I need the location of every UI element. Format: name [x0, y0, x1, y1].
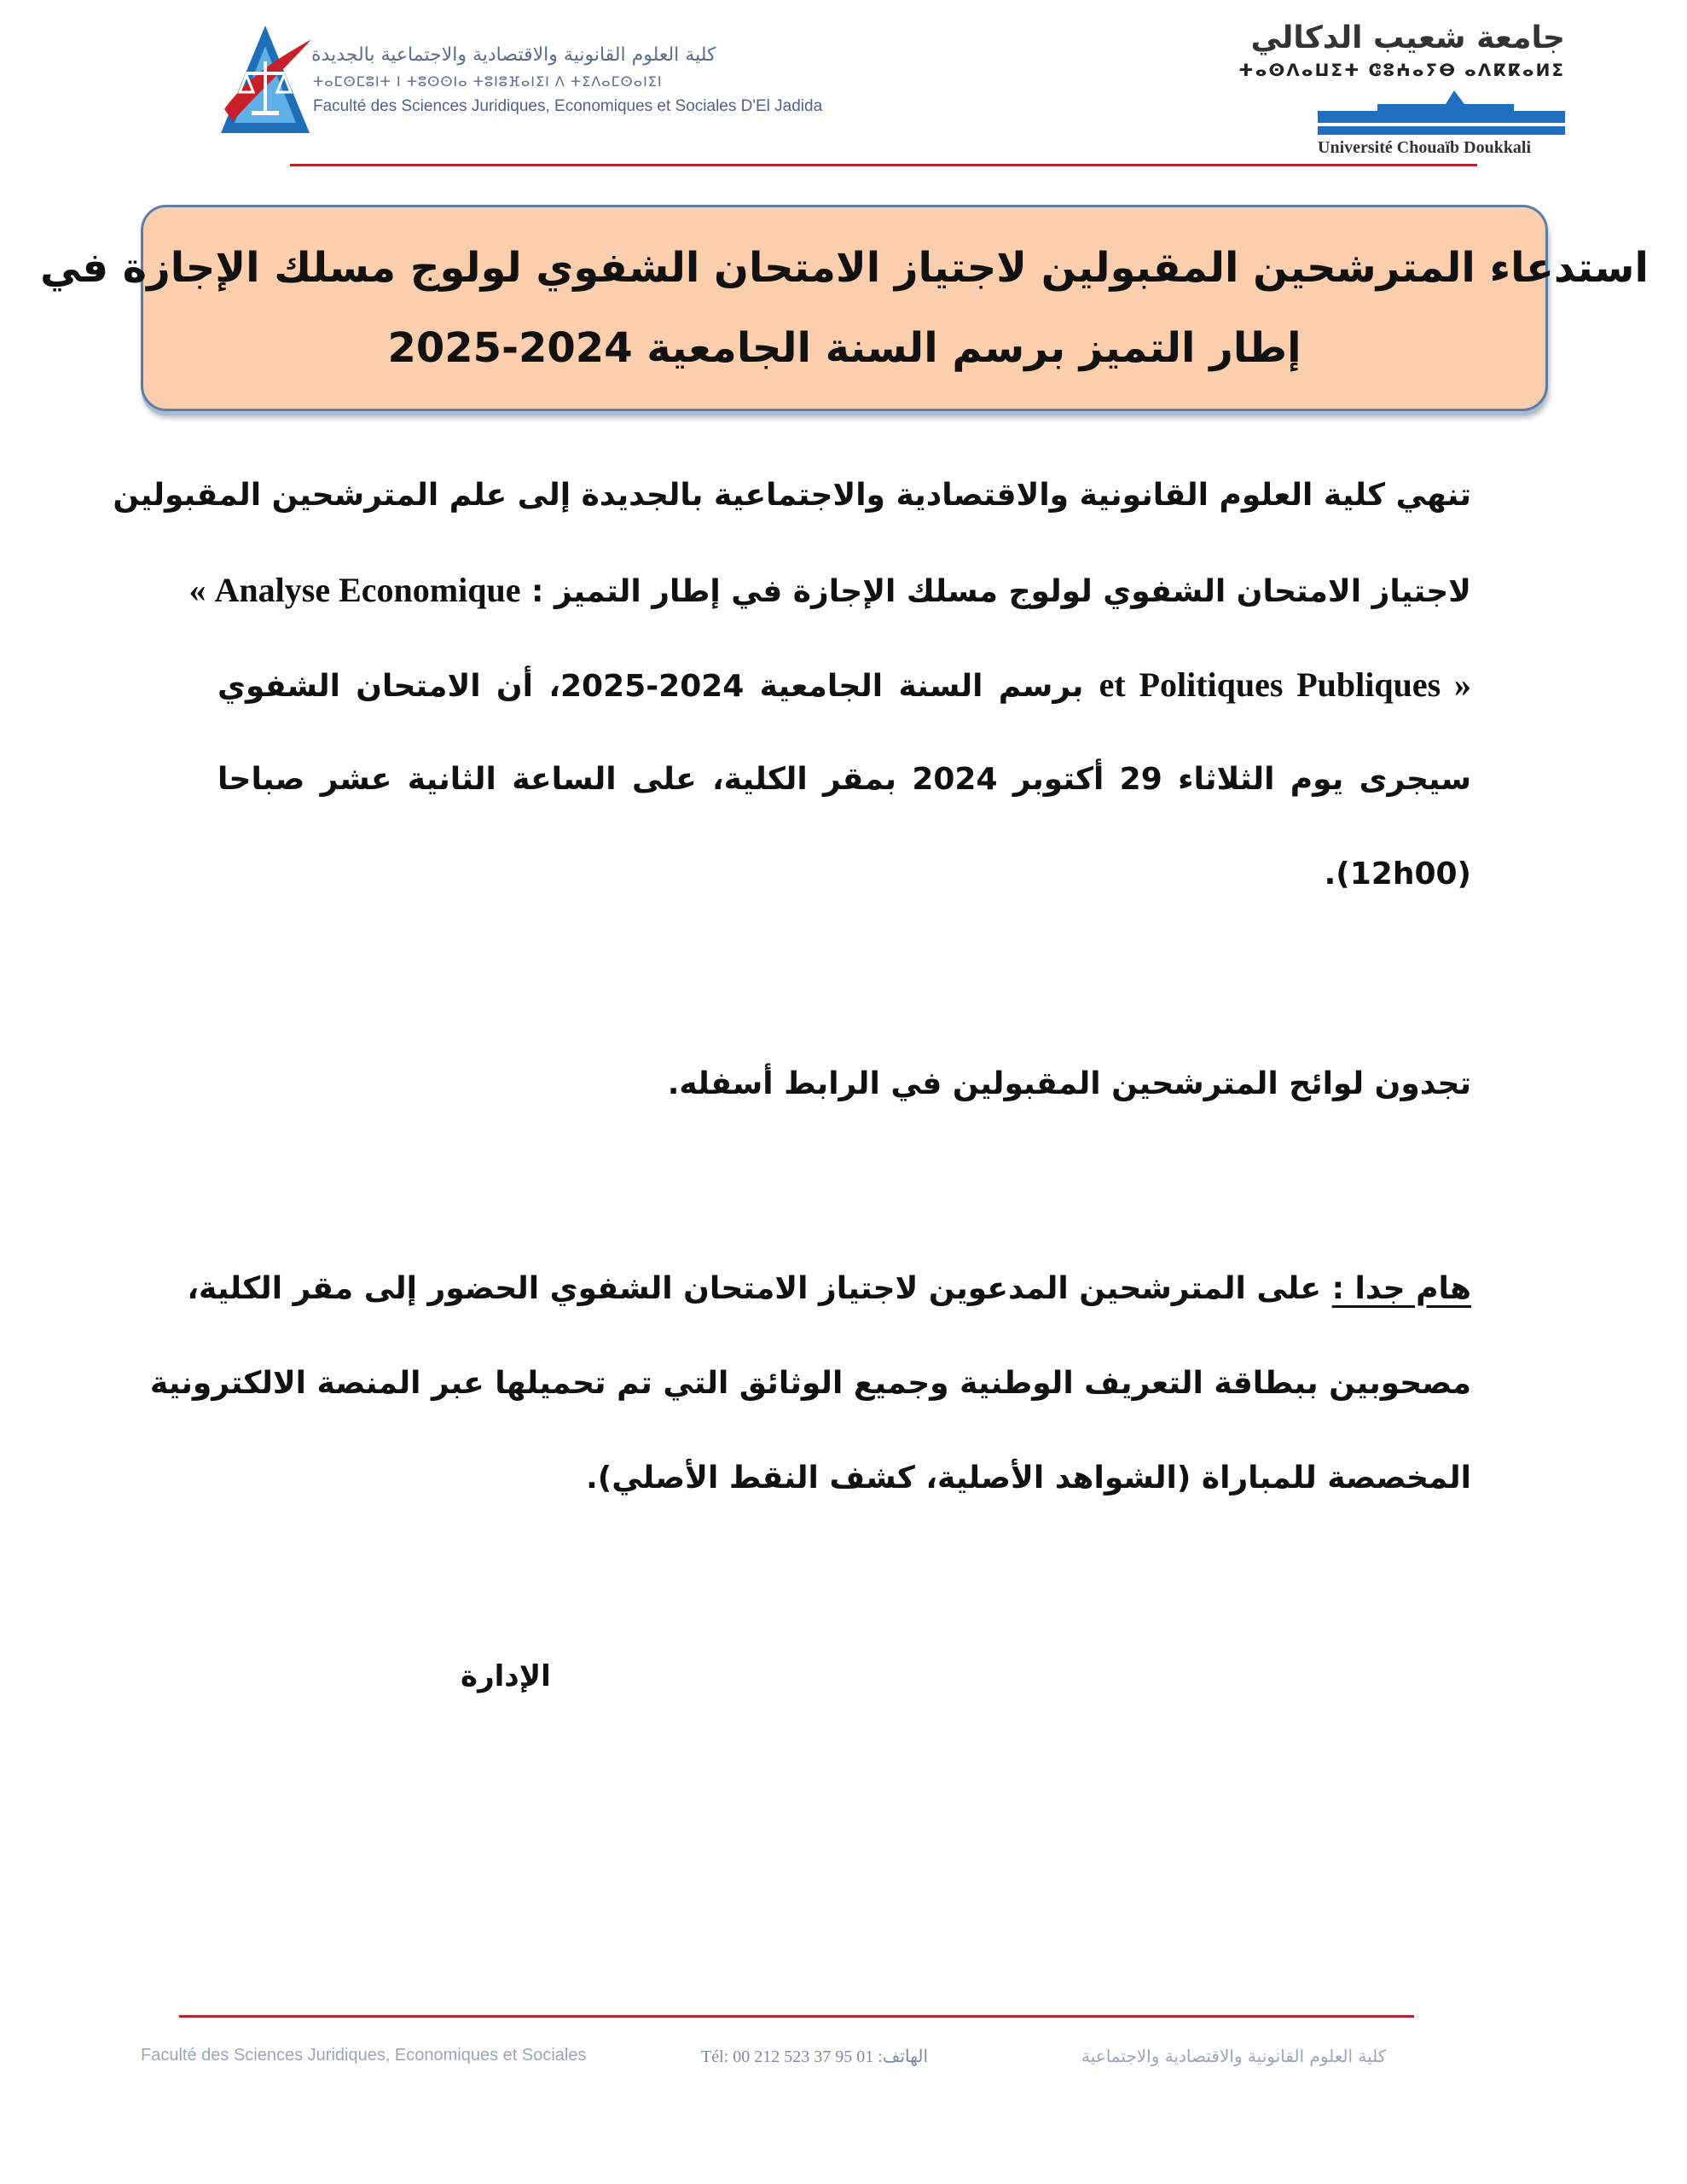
footer-faculty-name-arabic: كلية العلوم القانونية والاقتصادية والاجتماعية — [1081, 2046, 1387, 2066]
important-notice-paragraph — [149, 1241, 1471, 1525]
paragraph-line — [217, 637, 1471, 732]
faculty-emblem-icon — [217, 20, 313, 138]
lists-notice-paragraph — [217, 1037, 1471, 1131]
paragraph-line: مصحوبين ببطاقة التعريف الوطنية وجميع الوثائق التي تم تحميلها عبر المنصة الالكترونية — [149, 1366, 1471, 1401]
announcement-paragraph — [113, 448, 1471, 921]
title-box — [40, 205, 1649, 411]
signature-administration: الإدارة — [461, 1659, 551, 1693]
footer-faculty-name: Faculté des Sciences Juridiques, Economiques et Sociales — [141, 2046, 587, 2065]
paragraph-line: تنهي كلية العلوم القانونية والاقتصادية والاجتماعية بالجديدة إلى علم المترشحين المقبولين — [113, 478, 1471, 513]
footer-phone: Tél: 00 212 523 37 95 01 :الهاتف — [701, 2048, 928, 2066]
paragraph-text: برسم السنة الجامعية 2024-2025، أن الامتحان الشفوي — [217, 669, 1084, 704]
title-line-1: استدعاء المترشحين المقبولين لاجتياز الامتحان الشفوي لولوج مسلك الإجازة في — [40, 244, 1649, 292]
important-label: هام جدا : — [1331, 1271, 1471, 1306]
title-line-2: إطار التميز برسم السنة الجامعية 2024-2025 — [387, 324, 1301, 372]
footer-divider — [179, 2015, 1414, 2018]
paragraph-line — [188, 543, 1471, 637]
university-building-icon — [1318, 85, 1565, 136]
faculty-name-french: Faculté des Sciences Juridiques, Economiques et Sociales D'El Jadida — [313, 97, 823, 115]
paragraph-line: المخصصة للمباراة (الشواهد الأصلية، كشف النقط الأصلي). — [586, 1461, 1471, 1496]
paragraph-line: تجدون لوائح المترشحين المقبولين في الرابط أسفله. — [667, 1066, 1471, 1101]
university-logo — [1238, 19, 1565, 157]
paragraph-line: (12h00). — [1324, 857, 1471, 892]
paragraph-text: لاجتياز الامتحان الشفوي لولوج مسلك الإجازة في إطار التميز : — [531, 574, 1471, 609]
paragraph-line — [187, 1241, 1471, 1336]
faculty-name-arabic: كلية العلوم القانونية والاقتصادية والاجتماعية بالجديدة — [311, 44, 716, 66]
paragraph-text: على المترشحين المدعوين لاجتياز الامتحان الشفوي الحضور إلى مقر الكلية، — [187, 1271, 1322, 1306]
university-name-tifinagh: ⵜⴰⵙⴷⴰⵡⵉⵜ ⵛⵓⵄⴰⵢⴱ ⴰⴷⴽⴽⴰⵍⵉ — [1238, 60, 1565, 80]
program-name-part-2: « et Politiques Publiques — [1099, 665, 1471, 704]
header-divider — [290, 164, 1477, 166]
university-name-french: Université Chouaïb Doukkali — [1318, 138, 1532, 157]
paragraph-line: سيجرى يوم الثلاثاء 29 أكتوبر 2024 بمقر الكلية، على الساعة الثانية عشر صباحا — [217, 762, 1471, 797]
university-name-arabic: جامعة شعيب الدكالي — [1250, 20, 1565, 55]
faculty-logo — [217, 20, 823, 140]
faculty-name-tifinagh: ⵜⴰⵎⵙⵎⵓⵏⵜ ⵏ ⵜⵓⵙⵙⵏⴰ ⵜⵓⵏⵓⴼⴰⵏⵉⵏ ⴷ ⵜⵉⴷⴰⵎⵙⴰⵏⵉⵏ — [313, 73, 663, 90]
program-name-part-1: Analyse Economique » — [188, 571, 521, 609]
